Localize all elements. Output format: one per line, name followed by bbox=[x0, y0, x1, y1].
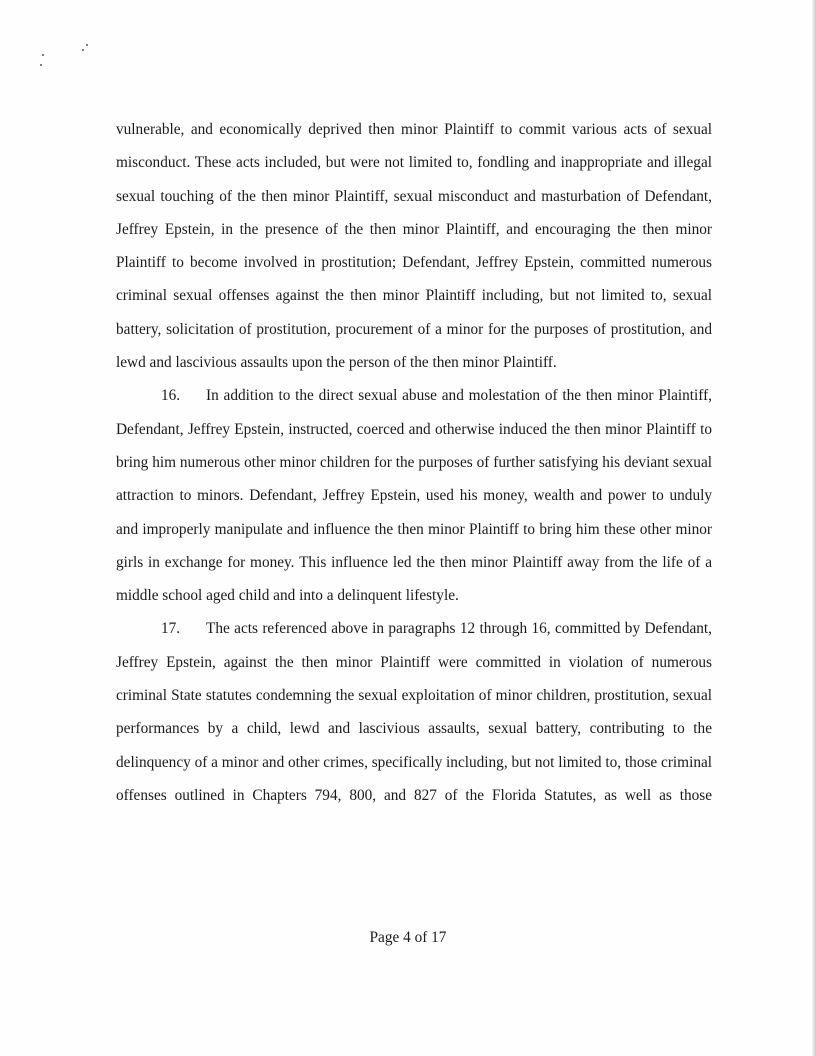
text-line: vulnerable, and economically deprived then minor Plaintiff to commit various acts of sexual bbox=[116, 121, 712, 138]
scan-edge-shadow bbox=[812, 0, 816, 1056]
text-line: misconduct. These acts included, but were not limited to, fondling and inappropriate and illegal bbox=[116, 154, 712, 172]
scan-speck bbox=[86, 44, 88, 46]
text-line: The acts referenced above in paragraphs 12 through 16, committed by Defendant, bbox=[206, 620, 712, 638]
paragraph-number: 16. bbox=[161, 387, 181, 405]
text-line: Plaintiff to become involved in prostitution; Defendant, Jeffrey Epstein, committed numerous bbox=[116, 254, 712, 272]
scan-speck bbox=[40, 64, 42, 66]
text-line: bring him numerous other minor children for the purposes of further satisfying his deviant sexual bbox=[116, 453, 712, 471]
text-line: and improperly manipulate and influence the then minor Plaintiff to bring him these other minor bbox=[116, 520, 712, 538]
text-line: sexual touching of the then minor Plaintiff, sexual misconduct and masturbation of Defendant, bbox=[116, 187, 712, 205]
paragraph-17-first-line bbox=[116, 612, 712, 645]
scan-speck bbox=[42, 54, 44, 56]
text-line: performances by a child, lewd and lascivious assaults, sexual battery, contributing to the bbox=[116, 720, 712, 738]
paragraph-number: 17. bbox=[161, 620, 181, 638]
text-line: girls in exchange for money. This influence led the then minor Plaintiff away from the life of a bbox=[116, 553, 712, 571]
scan-speck bbox=[82, 49, 84, 51]
text-line: In addition to the direct sexual abuse and molestation of the then minor Plaintiff, bbox=[206, 387, 712, 405]
text-line: criminal sexual offenses against the then minor Plaintiff including, but not limited to, sexual bbox=[116, 287, 712, 305]
text-line: Defendant, Jeffrey Epstein, instructed, coerced and otherwise induced the then minor Plaintiff to bbox=[116, 420, 712, 438]
text-line: offenses outlined in Chapters 794, 800, and 827 of the Florida Statutes, as well as those bbox=[116, 786, 712, 804]
text-line: middle school aged child and into a delinquent lifestyle. bbox=[116, 587, 459, 605]
document-body bbox=[116, 113, 712, 812]
text-line: delinquency of a minor and other crimes, specifically including, but not limited to, those criminal bbox=[116, 753, 713, 771]
page-number-footer: Page 4 of 17 bbox=[369, 929, 447, 946]
text-line: Jeffrey Epstein, against the then minor Plaintiff were committed in violation of numerous bbox=[116, 653, 712, 671]
paragraph-16-first-line bbox=[116, 379, 712, 412]
text-line: criminal State statutes condemning the sexual exploitation of minor children, prostitution, sexual bbox=[116, 687, 712, 705]
text-line: battery, solicitation of prostitution, procurement of a minor for the purposes of prostitution, and bbox=[116, 320, 712, 338]
text-line: Jeffrey Epstein, in the presence of the then minor Plaintiff, and encouraging the then minor bbox=[116, 220, 712, 238]
text-line: attraction to minors. Defendant, Jeffrey Epstein, used his money, wealth and power to unduly bbox=[116, 487, 712, 505]
text-line: lewd and lascivious assaults upon the person of the then minor Plaintiff. bbox=[116, 354, 557, 372]
